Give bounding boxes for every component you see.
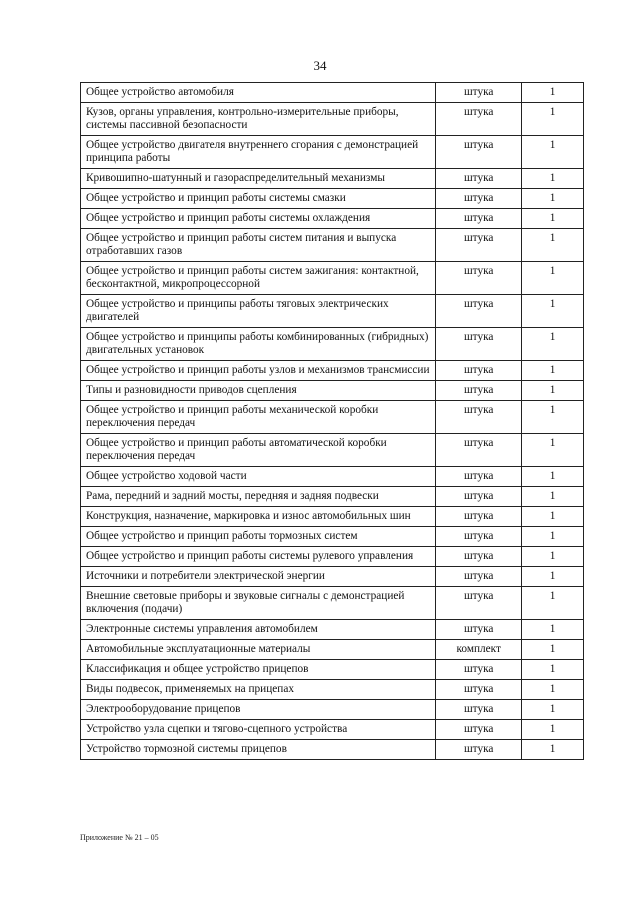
equipment-table [80,82,584,760]
item-name-cell: Общее устройство двигателя внутреннего сгорания с демонстрацией принципа работы [81,136,436,169]
unit-cell: штука [436,229,522,262]
item-name-cell: Общее устройство и принцип работы автоматической коробки переключения передач [81,434,436,467]
table-row [81,487,584,507]
unit-cell: штука [436,361,522,381]
quantity-cell: 1 [522,547,584,567]
quantity-cell: 1 [522,507,584,527]
item-name-cell: Электрооборудование прицепов [81,700,436,720]
quantity-cell: 1 [522,262,584,295]
quantity-cell: 1 [522,487,584,507]
table-row [81,620,584,640]
quantity-cell: 1 [522,527,584,547]
item-name-cell: Общее устройство и принципы работы комбинированных (гибридных) двигательных установок [81,328,436,361]
quantity-cell: 1 [522,103,584,136]
item-name-cell: Типы и разновидности приводов сцепления [81,381,436,401]
table-row [81,169,584,189]
quantity-cell: 1 [522,680,584,700]
unit-cell: штука [436,401,522,434]
unit-cell: штука [436,680,522,700]
unit-cell: штука [436,487,522,507]
item-name-cell: Общее устройство и принцип работы систем питания и выпуска отработавших газов [81,229,436,262]
table-row [81,209,584,229]
table-row [81,547,584,567]
item-name-cell: Общее устройство и принцип работы системы охлаждения [81,209,436,229]
table-row [81,467,584,487]
quantity-cell: 1 [522,567,584,587]
table-row [81,328,584,361]
table-row [81,640,584,660]
item-name-cell: Устройство узла сцепки и тягово-сцепного устройства [81,720,436,740]
unit-cell: штука [436,720,522,740]
unit-cell: штука [436,507,522,527]
table-row [81,136,584,169]
quantity-cell: 1 [522,587,584,620]
quantity-cell: 1 [522,640,584,660]
table-row [81,660,584,680]
item-name-cell: Электронные системы управления автомобилем [81,620,436,640]
quantity-cell: 1 [522,720,584,740]
quantity-cell: 1 [522,381,584,401]
item-name-cell: Устройство тормозной системы прицепов [81,740,436,760]
table-row [81,507,584,527]
item-name-cell: Внешние световые приборы и звуковые сигналы с демонстрацией включения (подачи) [81,587,436,620]
item-name-cell: Общее устройство и принцип работы системы рулевого управления [81,547,436,567]
table-row [81,189,584,209]
item-name-cell: Рама, передний и задний мосты, передняя и задняя подвески [81,487,436,507]
table-row [81,434,584,467]
unit-cell: штука [436,587,522,620]
unit-cell: штука [436,381,522,401]
table-row [81,361,584,381]
quantity-cell: 1 [522,83,584,103]
unit-cell: штука [436,328,522,361]
item-name-cell: Классификация и общее устройство прицепов [81,660,436,680]
unit-cell: штука [436,434,522,467]
unit-cell: штука [436,136,522,169]
quantity-cell: 1 [522,328,584,361]
unit-cell: штука [436,527,522,547]
table-row [81,229,584,262]
item-name-cell: Виды подвесок, применяемых на прицепах [81,680,436,700]
table-row [81,401,584,434]
unit-cell: штука [436,103,522,136]
table-row [81,295,584,328]
table-row [81,680,584,700]
page-number: 34 [313,58,327,73]
table-row [81,567,584,587]
unit-cell: штука [436,620,522,640]
item-name-cell: Общее устройство ходовой части [81,467,436,487]
unit-cell: штука [436,547,522,567]
table-row [81,587,584,620]
table-row [81,720,584,740]
unit-cell: штука [436,189,522,209]
quantity-cell: 1 [522,401,584,434]
unit-cell: штука [436,740,522,760]
quantity-cell: 1 [522,700,584,720]
item-name-cell: Конструкция, назначение, маркировка и износ автомобильных шин [81,507,436,527]
table-row [81,740,584,760]
item-name-cell: Общее устройство и принцип работы механической коробки переключения передач [81,401,436,434]
table-row [81,262,584,295]
unit-cell: штука [436,295,522,328]
unit-cell: штука [436,262,522,295]
unit-cell: штука [436,169,522,189]
table-row [81,700,584,720]
unit-cell: штука [436,209,522,229]
item-name-cell: Общее устройство и принцип работы систем зажигания: контактной, бесконтактной, микропроцессорной [81,262,436,295]
table-row [81,83,584,103]
item-name-cell: Автомобильные эксплуатационные материалы [81,640,436,660]
quantity-cell: 1 [522,189,584,209]
unit-cell: штука [436,567,522,587]
unit-cell: штука [436,467,522,487]
quantity-cell: 1 [522,620,584,640]
item-name-cell: Общее устройство и принцип работы узлов и механизмов трансмиссии [81,361,436,381]
quantity-cell: 1 [522,209,584,229]
quantity-cell: 1 [522,136,584,169]
item-name-cell: Кривошипно-шатунный и газораспределительный механизмы [81,169,436,189]
item-name-cell: Общее устройство и принцип работы тормозных систем [81,527,436,547]
table-row [81,381,584,401]
unit-cell: штука [436,83,522,103]
unit-cell: штука [436,660,522,680]
unit-cell: комплект [436,640,522,660]
quantity-cell: 1 [522,740,584,760]
footer-note: Приложение № 21 – 05 [80,833,159,842]
quantity-cell: 1 [522,660,584,680]
quantity-cell: 1 [522,295,584,328]
item-name-cell: Общее устройство автомобиля [81,83,436,103]
table-row [81,103,584,136]
quantity-cell: 1 [522,361,584,381]
item-name-cell: Общее устройство и принцип работы системы смазки [81,189,436,209]
table-row [81,527,584,547]
quantity-cell: 1 [522,169,584,189]
item-name-cell: Кузов, органы управления, контрольно-измерительные приборы, системы пассивной безопасности [81,103,436,136]
quantity-cell: 1 [522,229,584,262]
item-name-cell: Источники и потребители электрической энергии [81,567,436,587]
unit-cell: штука [436,700,522,720]
quantity-cell: 1 [522,467,584,487]
quantity-cell: 1 [522,434,584,467]
item-name-cell: Общее устройство и принципы работы тяговых электрических двигателей [81,295,436,328]
